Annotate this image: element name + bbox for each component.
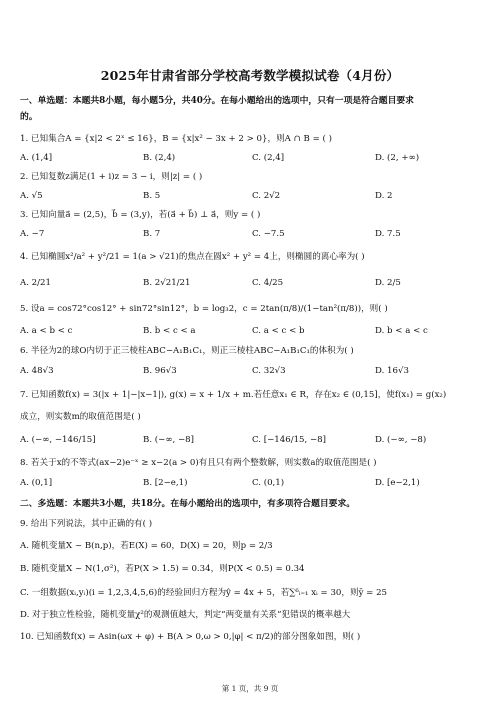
page-footer: 第 1 页，共 9 页 xyxy=(221,684,279,693)
question-4-stem: 4. 已知椭圆x²/a² + y²/21 = 1(a > √21)的焦点在圆x² + y² = 4上，则椭圆的离心率为( ) xyxy=(20,252,365,262)
question-4-option-b: B. 2√21/21 xyxy=(143,278,191,288)
question-1-stem: 1. 已知集合A = {x|2 < 2ˣ ≤ 16}，B = {x|x² − 3x + 2 > 0}，则A ∩ B = ( ) xyxy=(20,134,332,144)
question-3-option-d: D. 7.5 xyxy=(375,229,401,239)
question-2-stem: 2. 已知复数z满足(1 + i)z = 3 − i，则|z| = ( ) xyxy=(20,172,203,182)
section-heading-single: 一、单选题：本题共8小题，每小题5分，共40分。在每小题给出的选项中，只有一项是符合题目要求 xyxy=(20,96,414,106)
question-3-option-a: A. −7 xyxy=(20,229,45,239)
question-4-option-a: A. 2/21 xyxy=(20,278,51,288)
question-8-option-b: B. [2−e,1) xyxy=(143,478,188,488)
question-7-option-c: C. [−146/15, −8] xyxy=(252,435,327,445)
question-5-option-b: B. b < c < a xyxy=(143,326,196,336)
question-2-option-c: C. 2√2 xyxy=(252,191,281,201)
question-5-option-c: C. a < c < b xyxy=(252,326,305,336)
question-6-option-b: B. 96√3 xyxy=(143,366,177,376)
question-5-stem: 5. 设a = cos72°cos12° + sin72°sin12°，b = log₃2，c = 2tan(π/8)/(1−tan²(π/8))，则( ) xyxy=(20,304,388,314)
question-7-option-b: B. (−∞, −8] xyxy=(143,435,194,445)
question-9-item-c: C. 一组数据(xᵢ,yᵢ)(i = 1,2,3,4,5,6)的经验回归方程为ŷ = 4x + 5，若∑⁶ᵢ₌₁ xᵢ = 30，则ȳ = 25 xyxy=(20,588,388,598)
question-9-item-a: A. 随机变量X ~ B(n,p)，若E(X) = 60，D(X) = 20，则p = 2/3 xyxy=(20,541,273,551)
section-heading-multi: 二、多选题：本题共3小题，共18分。在每小题给出的选项中，有多项符合题目要求。 xyxy=(20,499,356,509)
question-9-item-b: B. 随机变量X ~ N(1,σ²)，若P(X > 1.5) = 0.34，则P(X < 0.5) = 0.34 xyxy=(20,564,305,574)
question-6-option-a: A. 48√3 xyxy=(20,366,54,376)
question-10-stem: 10. 已知函数f(x) = Asin(ωx + φ) + B(A > 0,ω > 0,|φ| < π/2)的部分图象如图，则( ) xyxy=(20,632,361,642)
question-2-option-b: B. 5 xyxy=(143,191,161,201)
question-6-option-c: C. 32√3 xyxy=(252,366,286,376)
question-9-stem: 9. 给出下列说法，其中正确的有( ) xyxy=(20,519,153,529)
question-7-option-a: A. (−∞, −146/15] xyxy=(20,435,96,445)
question-8-option-c: C. (0,1) xyxy=(252,478,285,488)
question-1-option-b: B. (2,4) xyxy=(143,153,176,163)
question-3-option-b: B. 7 xyxy=(143,229,161,239)
page-title: 2025年甘肃省部分学校高考数学模拟试卷（4月份） xyxy=(100,68,400,83)
question-6-stem: 6. 半径为2的球O内切于正三棱柱ABC−A₁B₁C₁，则正三棱柱ABC−A₁B₁C₁的体积为( ) xyxy=(20,346,354,356)
question-6-option-d: D. 16√3 xyxy=(375,366,409,376)
question-3-stem: 3. 已知向量a⃗ = (2,5)，b⃗ = (3,y)，若(a⃗ + b⃗) ⊥ a⃗，则y = ( ) xyxy=(20,210,261,220)
section-heading-single-cont: 的。 xyxy=(20,112,38,122)
question-5-option-a: A. a < b < c xyxy=(20,326,73,336)
question-4-option-c: C. 4/25 xyxy=(252,278,284,288)
question-7-stem: 7. 已知函数f(x) = 3(|x + 1|−|x−1|), g(x) = x + 1/x + m.若任意x₁ ∈ R，存在x₂ ∈ (0,15]，使f(x₁) = g(x₂) xyxy=(20,390,447,400)
question-1-option-c: C. (2,4] xyxy=(252,153,285,163)
question-2-option-a: A. √5 xyxy=(20,191,43,201)
question-1-option-d: D. (2, +∞) xyxy=(375,153,420,163)
question-9-item-d: D. 对于独立性检验，随机变量χ²的观测值越大，判定“两变量有关系”犯错误的概率越大 xyxy=(20,610,351,620)
question-8-option-a: A. (0,1] xyxy=(20,478,53,488)
question-5-option-d: D. b < a < c xyxy=(375,326,428,336)
question-8-option-d: D. [e−2,1) xyxy=(375,478,420,488)
question-7-option-d: D. (−∞, −8) xyxy=(375,435,427,445)
question-4-option-d: D. 2/5 xyxy=(375,278,401,288)
question-8-stem: 8. 若关于x的不等式(ax−2)e⁻ˣ ≥ x−2(a > 0)有且只有两个整数解，则实数a的取值范围是( ) xyxy=(20,458,377,468)
question-2-option-d: D. 2 xyxy=(375,191,393,201)
question-1-option-a: A. (1,4] xyxy=(20,153,53,163)
question-7-stem-cont: 成立，则实数m的取值范围是( ) xyxy=(20,412,141,422)
question-3-option-c: C. −7.5 xyxy=(252,229,285,239)
